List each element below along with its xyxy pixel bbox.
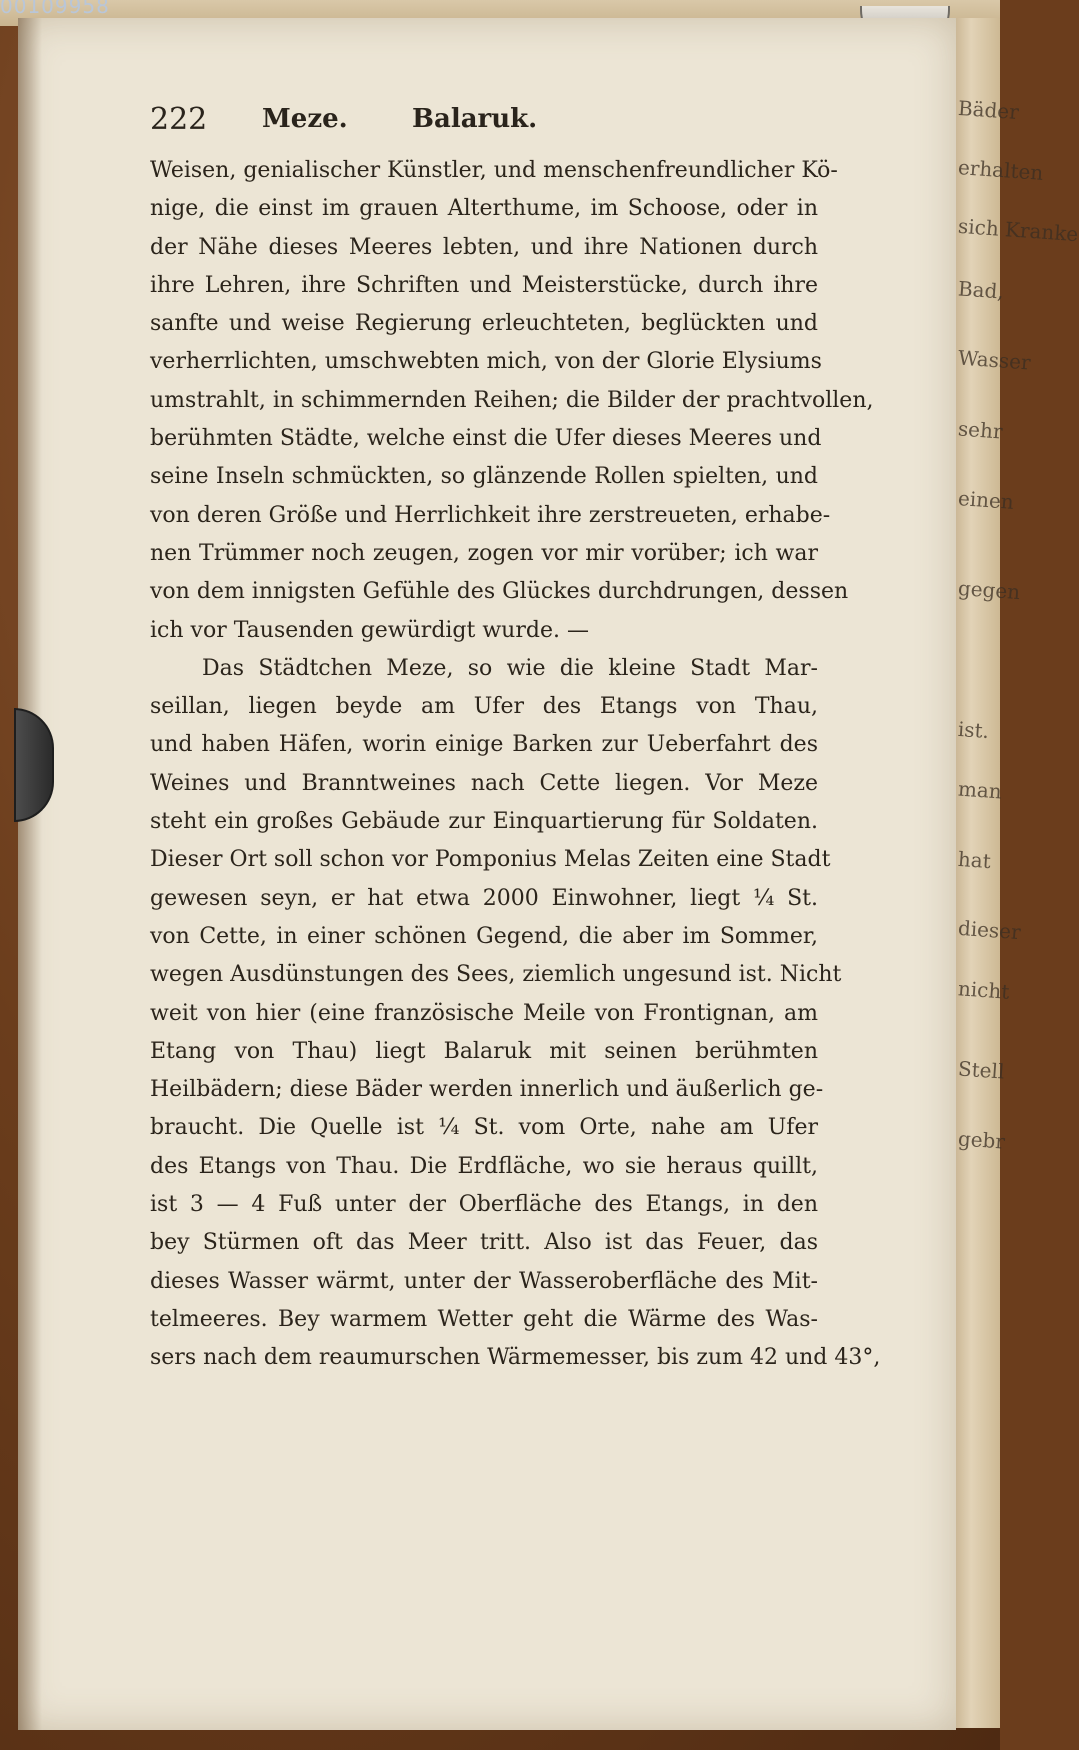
text-line: von Cette, in einer schönen Gegend, die aber im Sommer, [150, 923, 818, 949]
next-page-fragment: sich Kranke [957, 213, 1079, 247]
text-line: sanfte und weise Regierung erleuchteten, beglückten und [150, 311, 818, 337]
text-line: des Etangs von Thau. Die Erdfläche, wo sie heraus quillt, [150, 1153, 818, 1179]
text-line: sers nach dem reaumurschen Wärmemesser, bis zum 42 und 43°, [150, 1345, 881, 1371]
next-page-fragment: einen [957, 486, 1015, 514]
text-line: weit von hier (eine französische Meile von Frontignan, am [150, 1000, 818, 1026]
next-page-fragment: ist. [957, 716, 990, 744]
text-line: seillan, liegen beyde am Ufer des Etangs von Thau, [150, 694, 818, 720]
body-text [150, 152, 881, 1378]
text-line: von dem innigsten Gefühle des Glückes durchdrungen, dessen [150, 579, 849, 605]
text-line: Heilbädern; diese Bäder werden innerlich und äußerlich ge- [150, 1077, 824, 1103]
text-line: telmeeres. Bey warmem Wetter geht die Wärme des Was- [150, 1306, 818, 1332]
binding-tab [14, 708, 54, 822]
text-line: Weisen, genialischer Künstler, und menschenfreundlicher Kö- [150, 158, 838, 183]
text-line: und haben Häfen, worin einige Barken zur Ueberfahrt des [150, 732, 818, 758]
text-line: Etang von Thau) liegt Balaruk mit seinen berühmten [150, 1038, 818, 1064]
text-line: nige, die einst im grauen Alterthume, im Schoose, oder in [150, 196, 818, 222]
text-line: umstrahlt, in schimmernden Reihen; die Bilder der prachtvollen, [150, 387, 874, 413]
running-head-left: Meze. [262, 104, 348, 134]
text-line: ist 3 — 4 Fuß unter der Oberfläche des Etangs, in den [150, 1192, 818, 1218]
text-line: Weines und Branntweines nach Cette liegen. Vor Meze [150, 770, 818, 796]
gutter-shadow [18, 18, 42, 1730]
text-line: ihre Lehren, ihre Schriften und Meisterstücke, durch ihre [150, 272, 818, 298]
text-line: seine Inseln schmückten, so glänzende Rollen spielten, und [150, 464, 818, 490]
text-line: von deren Größe und Herrlichkeit ihre zerstreueten, erhabe- [150, 502, 831, 528]
text-line: bey Stürmen oft das Meer tritt. Also ist das Feuer, das [150, 1230, 818, 1256]
page-header [150, 102, 850, 142]
text-line: Dieser Ort soll schon vor Pomponius Melas Zeiten eine Stadt [150, 847, 831, 873]
text-line: Das Städtchen Meze, so wie die kleine Stadt Mar- [202, 655, 818, 681]
next-page-fragment: gebr [957, 1126, 1006, 1154]
next-page-fragment: Bad, [957, 276, 1005, 304]
text-line: der Nähe dieses Meeres lebten, und ihre Nationen durch [150, 234, 818, 260]
next-page-fragment: Bäder [957, 95, 1020, 125]
next-page-fragment: gegen [957, 575, 1021, 605]
next-page-fragment: erhalten [957, 155, 1045, 185]
text-line: braucht. Die Quelle ist ¼ St. vom Orte, nahe am Ufer [150, 1115, 818, 1141]
text-line: wegen Ausdünstungen des Sees, ziemlich ungesund ist. Nicht [150, 962, 842, 988]
next-page-fragment: man [957, 776, 1003, 804]
page-number: 222 [150, 102, 208, 137]
text-line: ich vor Tausenden gewürdigt wurde. — [150, 617, 589, 643]
next-page-fragment: dieser [957, 915, 1022, 945]
next-page-fragment: Wasser [957, 345, 1032, 375]
text-line: steht ein großes Gebäude zur Einquartierung für Soldaten. [150, 809, 818, 835]
next-page-fragment: hat [957, 846, 992, 874]
text-line: gewesen seyn, er hat etwa 2000 Einwohner, liegt ¼ St. [150, 885, 818, 911]
text-line: dieses Wasser wärmt, unter der Wasseroberfläche des Mit- [150, 1268, 818, 1294]
scan-id-label: 00109958 [0, 0, 110, 18]
next-page-fragment: nicht [957, 976, 1011, 1004]
text-line: berühmten Städte, welche einst die Ufer dieses Meeres und [150, 426, 822, 452]
text-line: verherrlichten, umschwebten mich, von der Glorie Elysiums [150, 349, 822, 375]
next-page-fragment: Stell [957, 1056, 1006, 1084]
next-page-edge [950, 18, 1079, 1728]
next-page-fragment: sehr [957, 416, 1004, 444]
running-head-right: Balaruk. [412, 104, 538, 134]
text-line: nen Trümmer noch zeugen, zogen vor mir vorüber; ich war [150, 540, 818, 566]
